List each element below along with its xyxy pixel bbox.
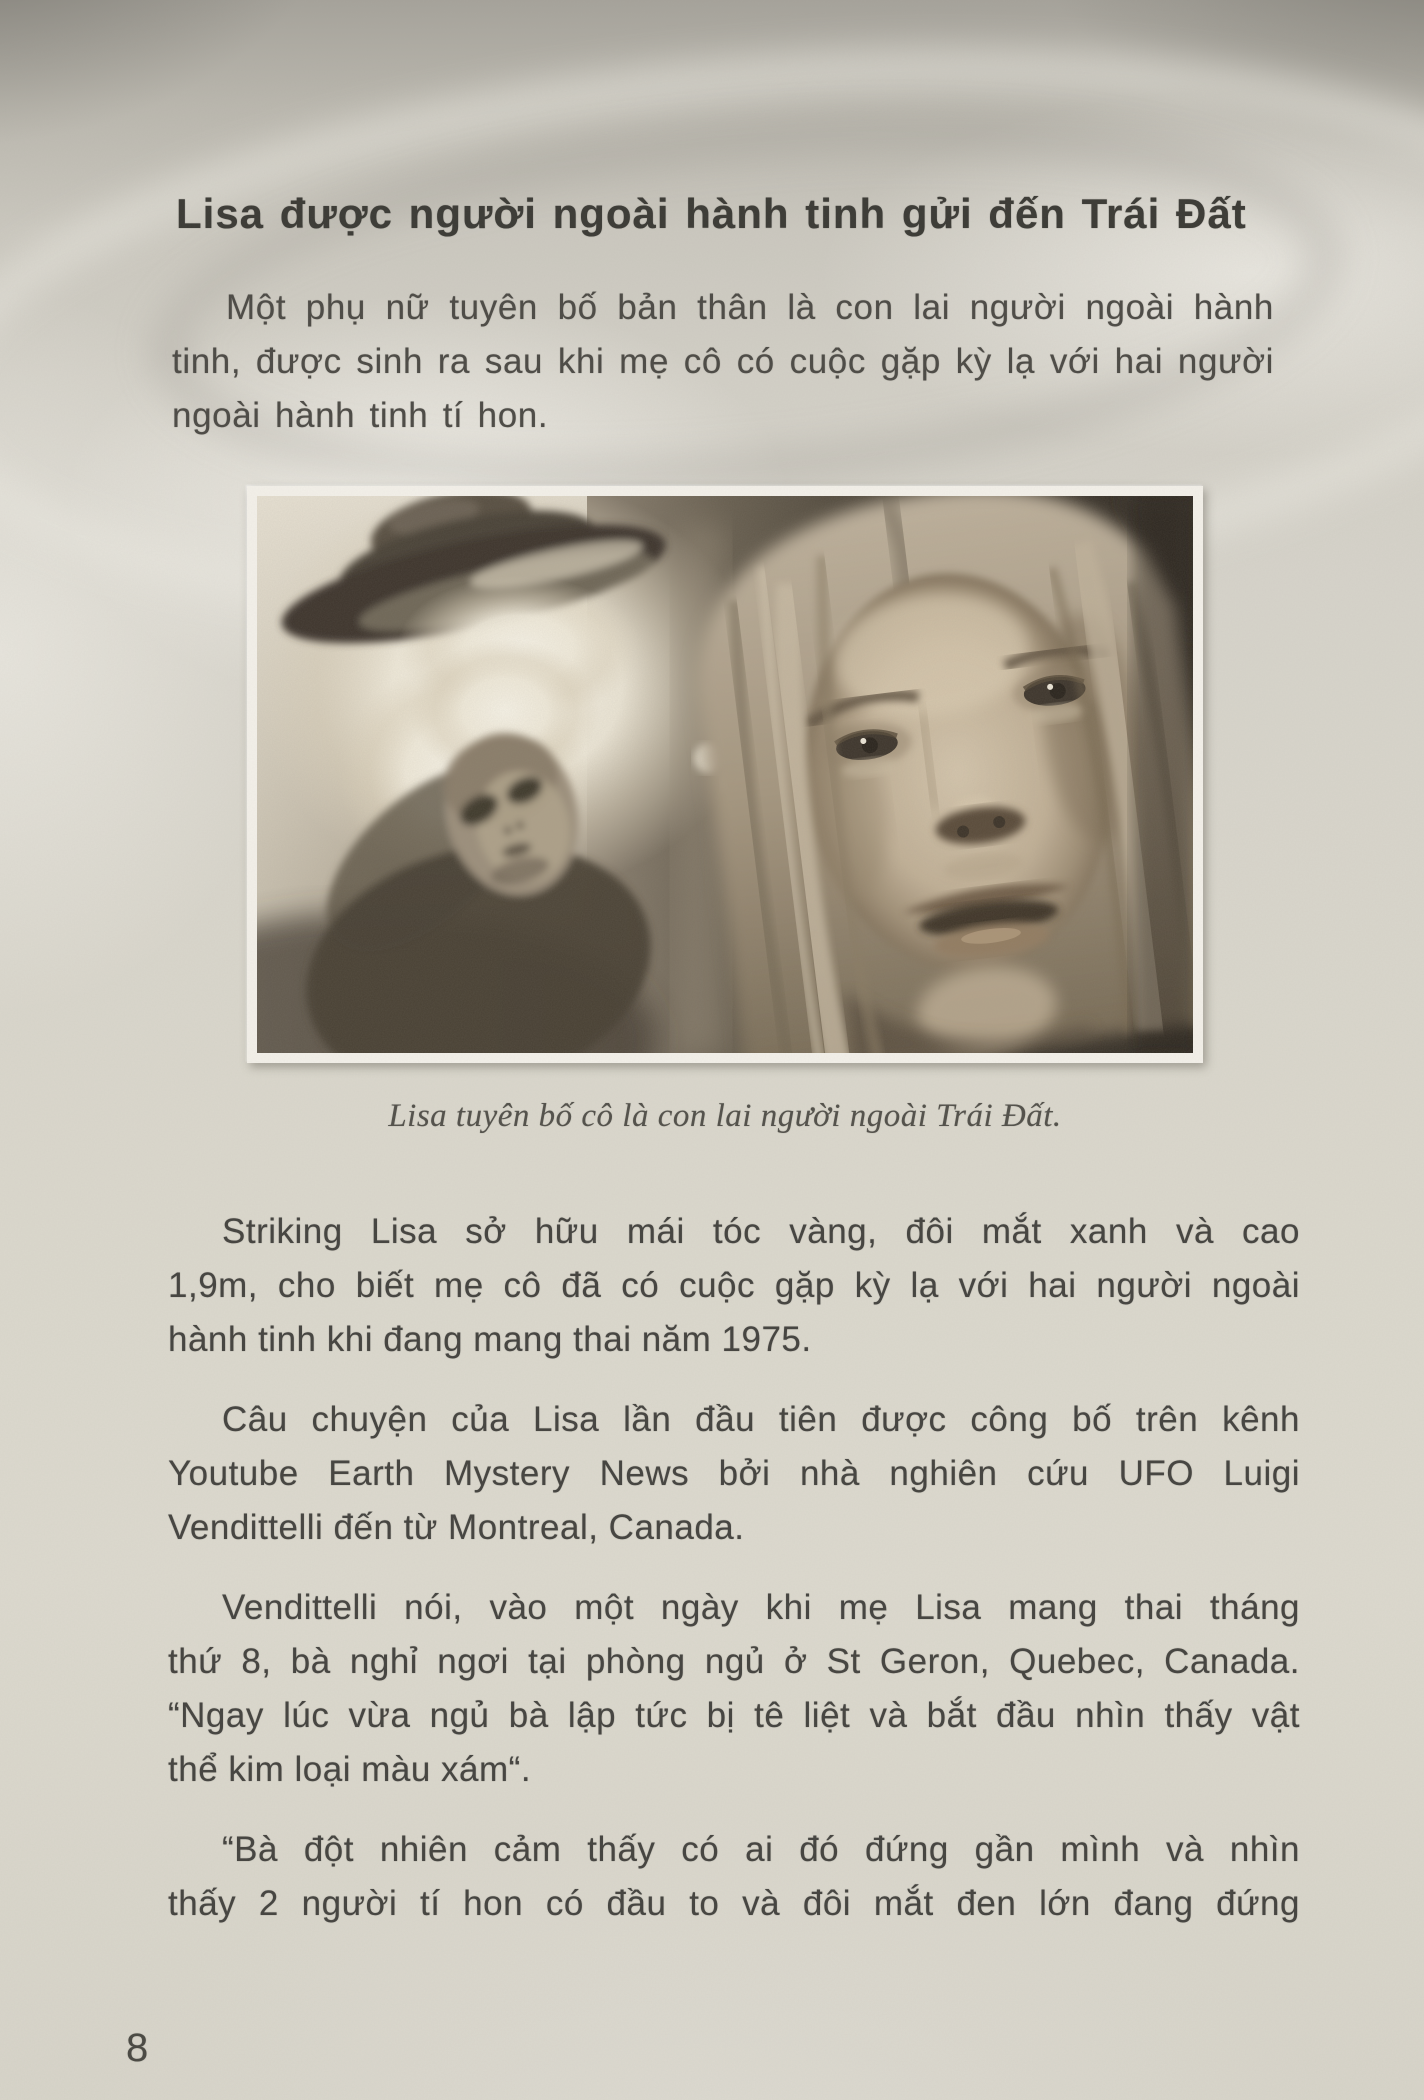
body-line: Striking Lisa sở hữu mái tóc vàng, đôi mắt xanh và cao <box>222 1212 1300 1251</box>
body-line: thể kim loại màu xám“. <box>168 1750 532 1789</box>
body-paragraph <box>168 1823 1300 1931</box>
lead-line: Một phụ nữ tuyên bố bản thân là con lai người ngoài hành <box>226 288 1274 327</box>
body-line: “Bà đột nhiên cảm thấy có ai đó đứng gần mình và nhìn <box>222 1830 1300 1869</box>
body-line: thấy 2 người tí hon có đầu to và đôi mắt đen lớn đang đứng <box>168 1884 1300 1923</box>
photo-figure <box>247 486 1203 1063</box>
lead-paragraph <box>172 281 1274 443</box>
lead-line: ngoài hành tinh tí hon. <box>172 396 549 435</box>
photo-caption: Lisa tuyên bố cô là con lai người ngoài Trái Đất. <box>388 1098 1062 1134</box>
body-paragraph <box>168 1205 1300 1367</box>
article-body <box>168 1205 1300 1957</box>
photo-grain <box>257 496 1193 1053</box>
page-number: 8 <box>126 2026 149 2070</box>
body-line: Vendittelli nói, vào một ngày khi mẹ Lisa mang thai tháng <box>222 1588 1300 1627</box>
lead-line: tinh, được sinh ra sau khi mẹ cô có cuộc gặp kỳ lạ với hai người <box>172 342 1274 381</box>
photo-illustration <box>257 496 1193 1053</box>
body-line: Câu chuyện của Lisa lần đầu tiên được công bố trên kênh <box>222 1400 1300 1439</box>
body-line: 1,9m, cho biết mẹ cô đã có cuộc gặp kỳ lạ với hai người ngoài <box>168 1266 1300 1305</box>
body-line: Youtube Earth Mystery News bởi nhà nghiên cứu UFO Luigi <box>168 1454 1300 1493</box>
body-line: Vendittelli đến từ Montreal, Canada. <box>168 1508 745 1547</box>
body-paragraph <box>168 1393 1300 1555</box>
body-line: “Ngay lúc vừa ngủ bà lập tức bị tê liệt và bắt đầu nhìn thấy vật <box>168 1696 1300 1735</box>
body-paragraph <box>168 1581 1300 1797</box>
page-title: Lisa được người ngoài hành tinh gửi đến Trái Đất <box>176 190 1247 237</box>
body-line: thứ 8, bà nghỉ ngơi tại phòng ngủ ở St Geron, Quebec, Canada. <box>168 1642 1300 1681</box>
body-line: hành tinh khi đang mang thai năm 1975. <box>168 1320 812 1359</box>
